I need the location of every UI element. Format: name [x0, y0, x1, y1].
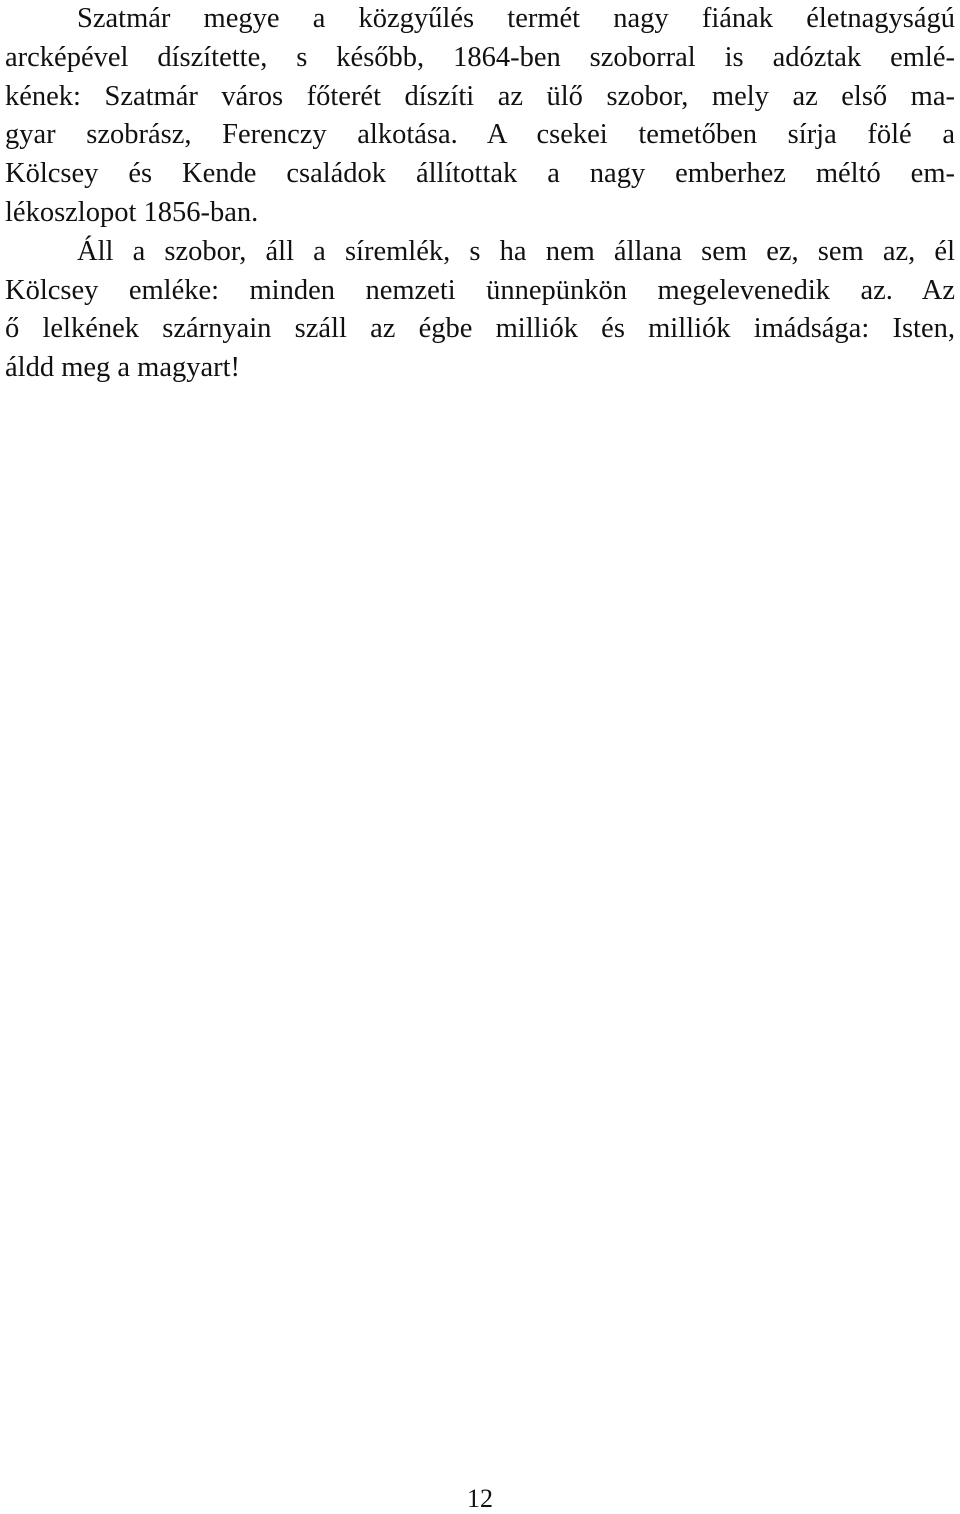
text-line: Kölcsey és Kende családok állítottak a nagy emberhez méltó em-: [5, 158, 955, 190]
page-body: [5, 0, 955, 388]
text-line: Kölcsey emléke: minden nemzeti ünnepünkön megelevenedik az. Az: [5, 274, 955, 306]
paragraph-1: [5, 0, 955, 233]
paragraph-2: [5, 233, 955, 388]
text-line: Szatmár megye a közgyűlés termét nagy fiának életnagyságú: [77, 3, 955, 34]
text-line: gyar szobrász, Ferenczy alkotása. A csekei temetőben sírja fölé a: [5, 119, 955, 151]
text-line: arcképével díszítette, s később, 1864-ben szoborral is adóztak emlé-: [5, 41, 955, 73]
page-number: 12: [467, 1484, 493, 1513]
text-line: áldd meg a magyart!: [5, 352, 241, 384]
text-line: kének: Szatmár város főterét díszíti az ülő szobor, mely az első ma-: [5, 80, 955, 112]
text-line: Áll a szobor, áll a síremlék, s ha nem állana sem ez, sem az, él: [77, 235, 955, 267]
text-line: ő lelkének szárnyain száll az égbe milliók és milliók imádsága: Isten,: [5, 313, 955, 345]
text-line: lékoszlopot 1856-ban.: [5, 196, 259, 228]
